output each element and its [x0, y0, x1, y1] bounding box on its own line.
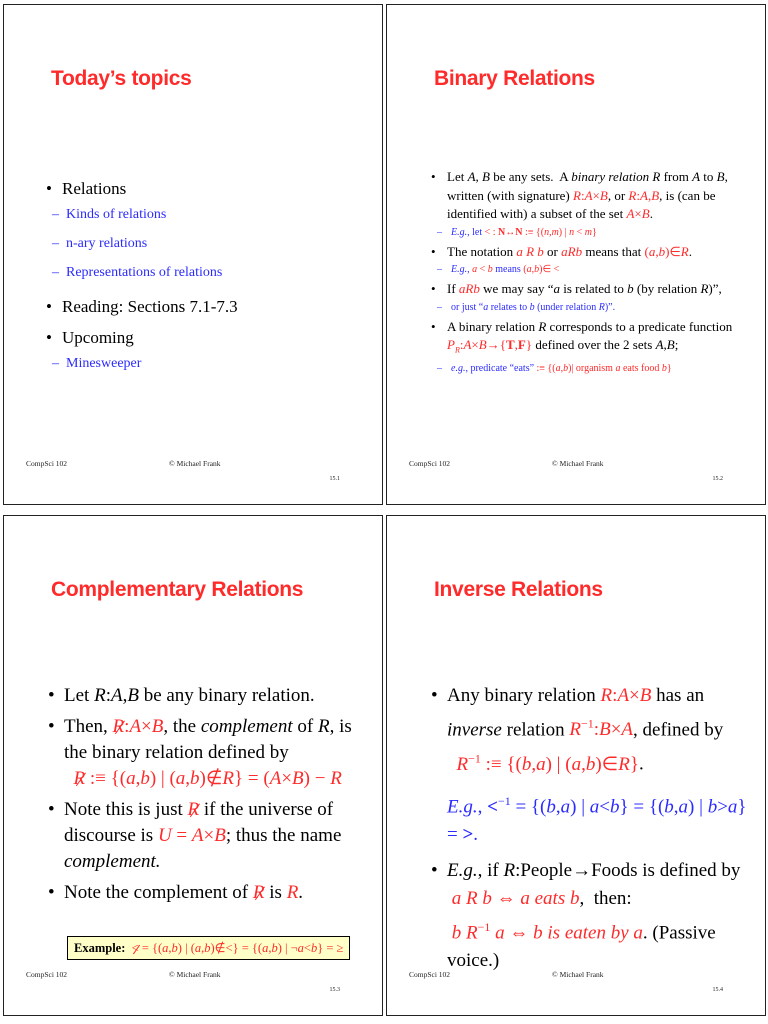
footer-author: © Michael Frank — [169, 970, 221, 979]
sub-bullet: – E.g., a < b means (a,b)∈ < — [429, 261, 747, 278]
footer-author: © Michael Frank — [169, 459, 221, 468]
slide-title: Inverse Relations — [434, 578, 603, 601]
slide-title: Binary Relations — [434, 67, 595, 90]
bullet: • Then, R:A×B, the complement of R, is the binary relation defined by R :≡ {(a,b) | (a,b)∉R} = (A×B) − R — [46, 714, 364, 792]
footer-course: CompSci 102 — [409, 459, 451, 468]
footer-author: © Michael Frank — [552, 970, 604, 979]
slide-body — [44, 169, 364, 378]
bullet: • Upcoming — [44, 326, 364, 349]
slide-3 — [3, 515, 383, 1016]
sub-bullet: – e.g., predicate “eats” :≡ {(a,b)| organism a eats food b} — [429, 360, 747, 377]
slide-1 — [3, 4, 383, 505]
bullet: • A binary relation R corresponds to a predicate function $P_R:A\times B\to\{T,F\}$ defined over the 2 sets A,B; — [429, 318, 747, 361]
footer-course: CompSci 102 — [26, 459, 68, 468]
bullet: • Relations — [44, 177, 364, 200]
footer-page: 15.1 — [329, 476, 340, 482]
bullet: • Any binary relation R:A×B has an inverse relation $R^{-1}:B\times A$, defined by $R^{-1}$ :≡ {(b,a) | (a,b)∈R}. — [429, 682, 747, 779]
bullet: • Reading: Sections 7.1-7.3 — [44, 295, 364, 318]
footer-author: © Michael Frank — [552, 459, 604, 468]
slide-2 — [386, 4, 766, 505]
bullet: • Let A, B be any sets. A binary relation R from A to B, written (with signature) R:A×B, or R:A,B, is (can be identified with) a subset of the set A×B. — [429, 168, 747, 224]
sub-bullet: – Minesweeper — [44, 349, 364, 378]
example-line: E.g., <$^{-1}$ = {(b,a) | a<b} = {(b,a) | b>a} = >. — [447, 793, 747, 845]
footer-course: CompSci 102 — [409, 970, 451, 979]
slide-body — [46, 678, 364, 906]
bullet: • E.g., if R:People→Foods is defined by a R b ⇔ a eats b, then: b $R^{-1}$ a ⇔ b is eaten by a. (Passive voice.) — [429, 857, 747, 975]
bullet: • The notation a R b or aRb means that (a,b)∈R. — [429, 243, 747, 262]
example-label: Example: — [74, 941, 126, 955]
sub-bullet: – or just “a relates to b (under relation R)”. — [429, 299, 747, 316]
sub-bullet: – E.g., let < : N↔N :≡ {(n,m) | n < m} — [429, 224, 747, 241]
slide-4 — [386, 515, 766, 1016]
footer-course: CompSci 102 — [26, 970, 68, 979]
example-box: Example: < = {(a,b) | (a,b)∉<} = {(a,b) | ¬a<b} = ≥ — [67, 936, 350, 960]
sub-bullet: – n-ary relations — [44, 229, 364, 258]
footer-page: 15.4 — [712, 987, 723, 993]
footer-page: 15.2 — [712, 476, 723, 482]
slide-title: Complementary Relations — [51, 578, 304, 601]
bullet: • Note the complement of R is R. — [46, 880, 364, 906]
bullet: • If aRb we may say “a is related to b (by relation R)”, — [429, 280, 747, 299]
footer-page: 15.3 — [329, 987, 340, 993]
bullet: • Note this is just R if the universe of discourse is U = A×B; thus the name complement. — [46, 797, 364, 875]
sub-bullet: – Kinds of relations — [44, 200, 364, 229]
slide-title: Today’s topics — [51, 67, 192, 90]
sub-bullet: – Representations of relations — [44, 258, 364, 287]
bullet: • Let R:A,B be any binary relation. — [46, 683, 364, 709]
slide-body — [429, 682, 747, 975]
slide-body — [429, 166, 747, 377]
